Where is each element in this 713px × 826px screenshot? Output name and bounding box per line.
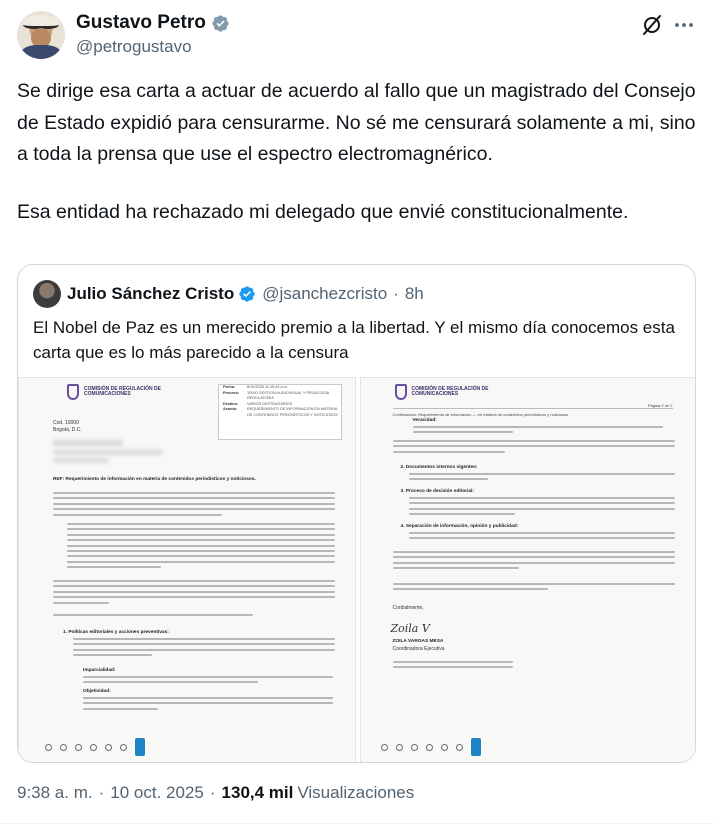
tweet-time[interactable]: 9:38 a. m.	[17, 783, 93, 802]
letter-item-1: 1. Políticas editoriales y acciones preventivas:	[63, 630, 169, 635]
letter-body-lines	[393, 440, 675, 456]
letter-page-1-image[interactable]	[18, 377, 356, 763]
continuation-text: Continuación: Requerimiento de información — en materia de contenidos periodísticos y noticiosos	[392, 412, 569, 417]
social-icon	[396, 744, 403, 751]
letter-item-lines	[409, 473, 675, 484]
stamp-row: Asunto: REQUERIMIENTO DE INFORMACIÓN EN MATERIA DE CONTENIDOS PERIODÍSTICOS Y NOTICIOSOS	[223, 407, 338, 417]
letter-item-4: 4. Separación de información, opinión y publicidad:	[400, 524, 519, 529]
quoted-author-handle[interactable]: @jsanchezcristo	[262, 284, 388, 303]
quoted-separator: ·	[393, 284, 399, 303]
social-icon	[75, 744, 82, 751]
letter-item-lines	[409, 497, 675, 519]
quoted-author-row	[67, 282, 424, 306]
letter-item-lines	[73, 638, 335, 660]
quoted-media[interactable]	[18, 377, 696, 763]
letter-item-1b: Objetividad:	[83, 689, 111, 694]
letter-body-lines	[53, 492, 335, 519]
social-icon	[90, 744, 97, 751]
crc-logo-icon	[395, 384, 407, 400]
social-icon	[441, 744, 448, 751]
quoted-tweet-card[interactable]	[17, 264, 696, 763]
author-avatar[interactable]	[17, 11, 65, 59]
author-handle[interactable]: @petrogustavo	[76, 37, 192, 56]
quoted-tweet-text: El Nobel de Paz es un merecido premio a la libertad. Y el mismo día conocemos esta carta que es lo más parecido a la censura	[33, 318, 675, 362]
meta-separator: ·	[98, 783, 105, 802]
redacted-recipient	[53, 450, 163, 455]
letter-item-lines	[413, 426, 663, 437]
tweet-date[interactable]: 10 oct. 2025	[110, 783, 204, 802]
grok-icon[interactable]	[640, 13, 664, 37]
redacted-recipient	[53, 440, 123, 446]
stamp-row: Proceso: 10000 GESTION AUDIOVISUAL Y PEDAGOGÍA REGULATORIA	[223, 390, 330, 400]
letter-closing: Cordialmente,	[392, 605, 424, 611]
social-icon	[426, 744, 433, 751]
crc-logo-text: COMISIÓN DE REGULACIÓN DE COMUNICACIONES	[84, 385, 161, 397]
stamp-row: Destino: VARIOS DESTINATARIOS	[223, 401, 293, 406]
letter-item-3: 3. Proceso de decisión editorial:	[400, 489, 475, 494]
radicado-stamp	[218, 384, 342, 440]
letter-item-lines	[409, 532, 675, 543]
letter-quote-lines	[67, 523, 335, 572]
letter-bullet-veracidad: Veracidad:	[412, 418, 437, 423]
letter-body-lines	[393, 551, 675, 573]
tweet-paragraph-1: Se dirige esa carta a actuar de acuerdo al fallo que un magistrado del Consejo de Estado expidió para censurarme. No sé me censurará solamente a mi, sino a toda la prensa que use el espectro electromagnérico.	[17, 80, 696, 165]
letter-credits-lines	[393, 661, 513, 672]
letter-page-2-image[interactable]	[360, 377, 697, 763]
social-icon	[456, 744, 463, 751]
tweet-text	[17, 76, 697, 228]
crc-footer-logo	[471, 738, 481, 756]
meta-separator: ·	[209, 783, 216, 802]
social-icon	[411, 744, 418, 751]
stamp-row: Fecha: 8/10/2025 11:19:43 a.m.	[223, 385, 288, 389]
tweet-meta	[17, 781, 414, 805]
letter-reference: REF: Requerimiento de información en materia de contenidos periodísticos y noticiosos.	[53, 477, 256, 482]
tweet-paragraph-2: Esa entidad ha rechazado mi delegado que envié constitucionalmente.	[17, 200, 629, 223]
avatar-shirt	[21, 45, 61, 59]
letter-footer	[381, 738, 667, 756]
author-display-name[interactable]: Gustavo Petro	[76, 12, 206, 33]
letter-cod: Cod. 10000	[53, 420, 79, 426]
social-icon	[45, 744, 52, 751]
crc-logo	[395, 384, 492, 400]
views-count: 130,4 mil	[221, 783, 294, 802]
letter-body-lines	[53, 580, 335, 607]
letter-item-lines	[83, 697, 333, 713]
quoted-author-name[interactable]: Julio Sánchez Cristo	[67, 284, 235, 303]
redacted-recipient	[53, 458, 108, 463]
handwritten-signature: Zoila V	[390, 622, 430, 635]
more-options-icon[interactable]	[672, 13, 696, 37]
signer-role: Coordinadora Ejecutiva	[392, 646, 445, 652]
letter-item-2: 2. Documentos internos vigentes:	[400, 465, 478, 470]
crc-logo	[67, 384, 164, 400]
social-icon	[381, 744, 388, 751]
letter-body-lines	[53, 614, 253, 619]
bottom-divider	[0, 823, 713, 824]
quoted-verified-badge-icon	[238, 285, 256, 303]
page-number: Página 2 de 2	[647, 403, 673, 408]
letter-city: Bogotá, D.C.	[53, 427, 82, 433]
avatar-hat	[23, 15, 59, 29]
letter-item-lines	[83, 676, 333, 687]
crc-logo-text: COMISIÓN DE REGULACIÓN DE COMUNICACIONES	[411, 385, 489, 397]
views-label: Visualizaciones	[297, 783, 415, 802]
crc-logo-icon	[67, 384, 79, 400]
letter-item-1a: Imparcialidad:	[83, 668, 116, 673]
social-icon	[60, 744, 67, 751]
signer-name: ZOILA VARGAS MESA	[392, 639, 444, 644]
quoted-author-avatar[interactable]	[33, 280, 61, 308]
quoted-time[interactable]: 8h	[404, 284, 424, 303]
letter-body-lines	[393, 583, 675, 594]
crc-footer-logo	[135, 738, 145, 756]
verified-badge-icon	[211, 14, 230, 33]
author-name-row	[76, 11, 230, 35]
social-icon	[120, 744, 127, 751]
letter-footer	[45, 738, 331, 756]
continuation-header	[392, 403, 673, 417]
social-icon	[105, 744, 112, 751]
